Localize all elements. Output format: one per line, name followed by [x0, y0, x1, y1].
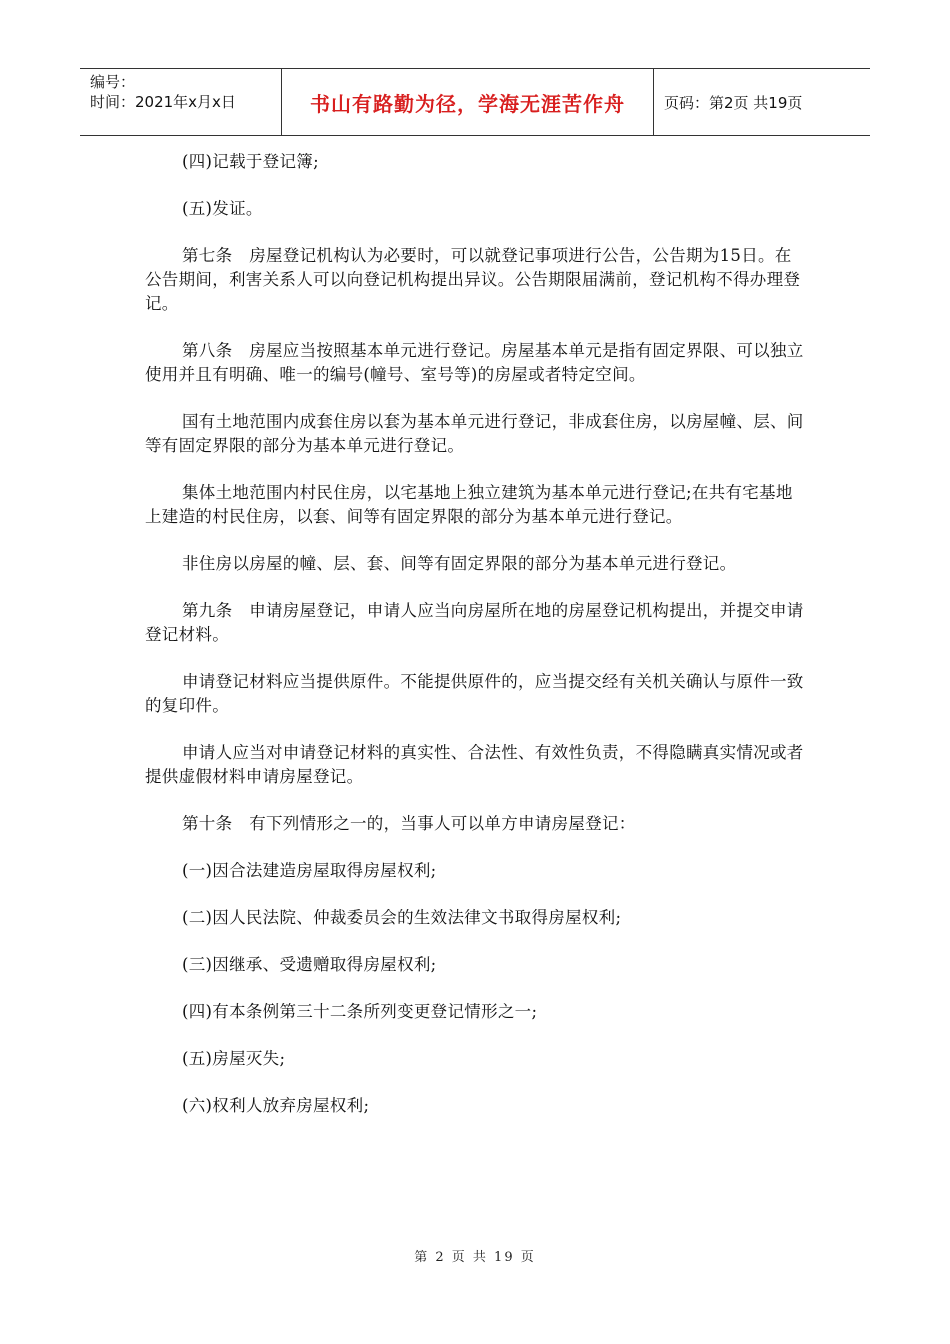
header-page-info: 页码：第2页 共19页 [664, 93, 803, 112]
paragraph: 第十条 有下列情形之一的，当事人可以单方申请房屋登记： [182, 814, 636, 833]
header-info-cell [80, 69, 282, 135]
paragraph: (六)权利人放弃房屋权利; [182, 1096, 370, 1115]
paragraph: (一)因合法建造房屋取得房屋权利; [182, 861, 437, 880]
paragraph: (二)因人民法院、仲裁委员会的生效法律文书取得房屋权利; [182, 908, 622, 927]
date-line: 时间：2021年x月x日 [90, 93, 236, 111]
paragraph: 第七条 房屋登记机构认为必要时，可以就登记事项进行公告，公告期为15日。在公告期间，利害关系人可以向登记机构提出异议。公告期限届满前，登记机构不得办理登记。 [145, 246, 801, 313]
paragraph: 第八条 房屋应当按照基本单元进行登记。房屋基本单元是指有固定界限、可以独立使用并且有明确、唯一的编号(幢号、室号等)的房屋或者特定空间。 [145, 341, 804, 384]
paragraph: 申请人应当对申请登记材料的真实性、合法性、有效性负责，不得隐瞒真实情况或者提供虚假材料申请房屋登记。 [145, 743, 804, 786]
paragraph: 国有土地范围内成套住房以套为基本单元进行登记，非成套住房，以房屋幢、层、间等有固定界限的部分为基本单元进行登记。 [145, 412, 804, 455]
paragraph: (四)记载于登记簿; [182, 152, 319, 171]
paragraph: 非住房以房屋的幢、层、套、间等有固定界限的部分为基本单元进行登记。 [182, 554, 737, 573]
page-header [80, 68, 870, 136]
paragraph: (三)因继承、受遗赠取得房屋权利; [182, 955, 437, 974]
document-body [145, 150, 805, 1141]
paragraph: (五)房屋灭失; [182, 1049, 286, 1068]
doc-number-label: 编号： [90, 73, 136, 91]
paragraph: (四)有本条例第三十二条所列变更登记情形之一; [182, 1002, 538, 1021]
paragraph: 第九条 申请房屋登记，申请人应当向房屋所在地的房屋登记机构提出，并提交申请登记材料。 [145, 601, 804, 644]
paragraph: 申请登记材料应当提供原件。不能提供原件的，应当提交经有关机关确认与原件一致的复印件。 [145, 672, 804, 715]
header-motto: 书山有路勤为径，学海无涯苦作舟 [282, 69, 654, 135]
paragraph: 集体土地范围内村民住房，以宅基地上独立建筑为基本单元进行登记;在共有宅基地上建造的村民住房，以套、间等有固定界限的部分为基本单元进行登记。 [145, 483, 793, 526]
paragraph: (五)发证。 [182, 199, 263, 218]
page-footer: 第 2 页 共 19 页 [414, 1250, 536, 1265]
